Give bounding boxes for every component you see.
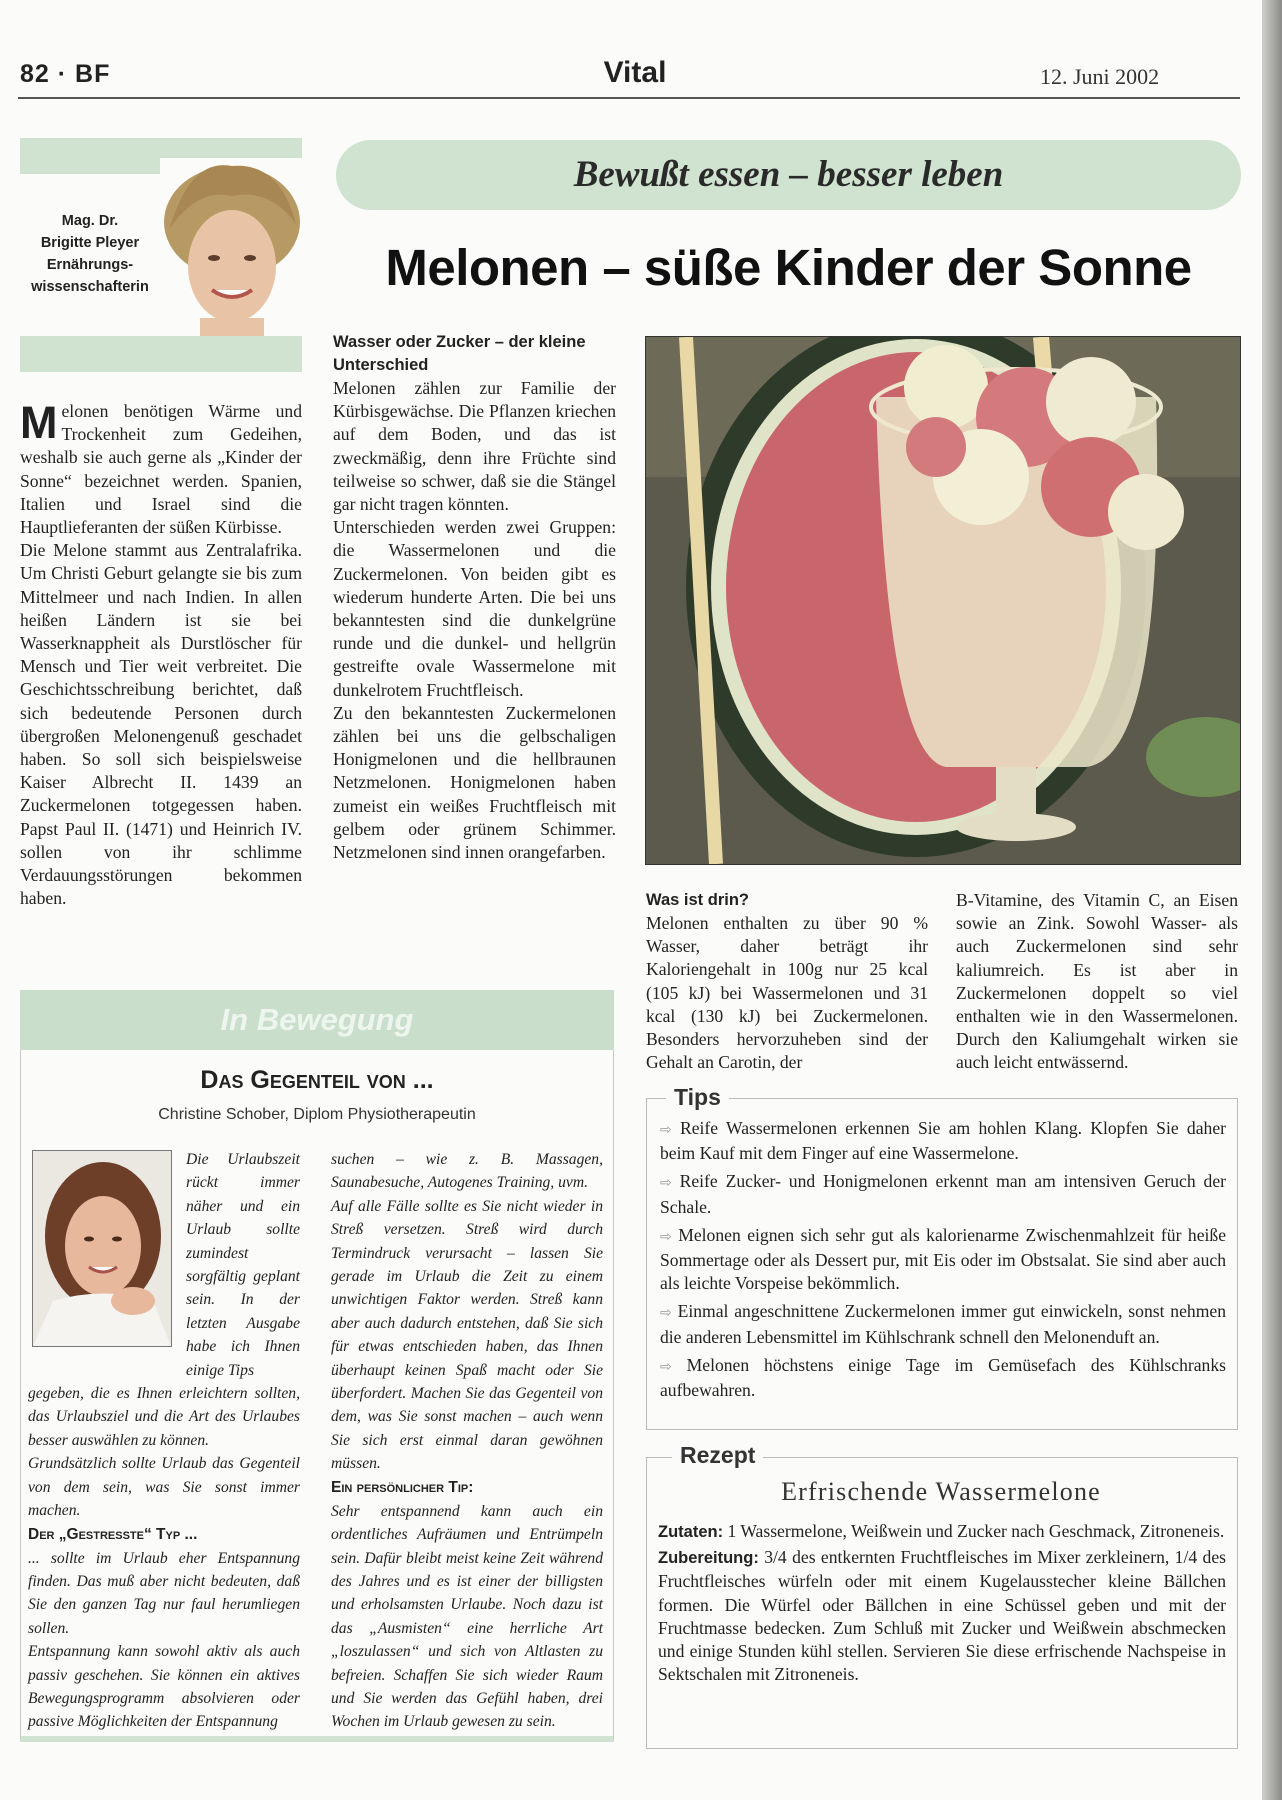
arrow-right-icon: ⇨ [660,1175,672,1192]
rezept-body [658,1520,1226,1686]
melon-dessert-illustration [646,337,1240,864]
bewegung-right-col [331,1148,603,1734]
bew-heading-tip: Ein persönlicher Tip: [331,1478,474,1496]
col2-para-1: Melonen zählen zur Familie der Kürbisgewächse. Die Pflanzen kriechen auf dem Boden, und das ist zweckmäßig, denn ihre Früchte sind teilweise so schwer, daß sie die Stängel gar nicht tragen könnten. [333,378,616,515]
zubereitung-para [658,1546,1226,1686]
col1-para-2: Die Melone stammt aus Zentralafrika. Um Christi Geburt gelangte sie bis zum Mittelmeer und nach Indien. In allen heißen Ländern ist sie bei Wasserknappheit als Durstlöscher für Mensch und Tier weit verbreitet. Die Geschichtsschreibung berichtet, daß sich bedeutende Personen durch übergroßen Melonengenuß geschadet haben. So soll sich beispielsweise Kaiser Albrecht II. 1439 an Zuckermelonen totgegessen haben. Papst Paul II. (1471) und Heinrich IV. sollen von ihr schlimme Verdauungsstörungen bekommen haben. [20,540,302,909]
tip-item: ⇨ Melonen höchstens einige Tage im Gemüsefach des Kühlschranks aufbewahren. [660,1354,1226,1401]
zutaten-para [658,1520,1226,1544]
arrow-right-icon: ⇨ [660,1305,672,1322]
author-title: Mag. Dr. [61,213,119,229]
column-2 [333,331,616,864]
col2-para-2: Unterschieden werden zwei Gruppen: die Wassermelonen und die Zuckermelonen. Von beiden gibt es wiederum hunderte Arten. Die bei uns bekanntesten sind die dunkelgrüne runde und die dunkel- und hellgrün gestreifte ovale Wassermelone mit dunkelrotem Fruchtfleisch. [333,517,616,700]
drin-text-a: Melonen enthalten zu über 90 % Wasser, daher beträgt ihr Kaloriengehalt in 100g nur 25 kcal (105 kJ) bei Wassermelonen und 31 kcal (130 kJ) bei Zuckermelonen. Besonders hervorzuheben sind der Gehalt an Carotin, der [646,913,928,1073]
tip-item: ⇨ Melonen eignen sich sehr gut als kalorienarme Zwischenmahlzeit für heiße Sommertage oder als Dessert pur, mit Eis oder im Obstsalat. Sie sind aber auch als leichte Vorspeise bekömmlich. [660,1224,1227,1294]
zubereitung-label: Zubereitung: [658,1549,759,1568]
tip-item: ⇨ Einmal angeschnittene Zuckermelonen immer gut einwickeln, sonst nehmen die anderen Lebensmittel im Kühlschrank schnell den Melonenduft an. [660,1301,1227,1347]
drin-col-b [956,889,1238,1075]
bew-heading-gestresst: Der „Gestresste“ Typ ... [28,1525,198,1543]
col2-heading: Wasser oder Zucker – der kleine Unterschied [333,333,586,374]
melon-photo [645,336,1241,865]
section-banner [336,140,1241,210]
bew-p1-wide: gegeben, die es Ihnen erleichtern sollten, das Urlaubsziel und die Art des Urlaubes besser auswählen zu können. [28,1385,300,1449]
zutaten-text: 1 Wassermelone, Weißwein und Zucker nach Geschmack, Zitroneneis. [727,1521,1225,1541]
tip-item: ⇨ Reife Wassermelonen erkennen Sie am hohlen Klang. Klopfen Sie daher beim Kauf mit dem Finger auf eine Wassermelone. [660,1118,1226,1164]
column-1 [20,397,302,910]
author-name: Brigitte Pleyer [40,235,140,251]
drin-heading: Was ist drin? [646,891,749,909]
bew-p1-narrow: Die Urlaubszeit rückt immer näher und ein Urlaub sollte zumindest sorgfältig geplant sein. In der letzten Ausgabe habe ich Ihnen einige Tips [186,1151,300,1379]
arrow-right-icon: ⇨ [660,1228,672,1245]
drin-text-b: B-Vitamine, des Vitamin C, an Eisen sowie an Zink. Sowohl Wasser- als auch Zuckermelonen sind sehr kaliumreich. Es ist aber in Zuckermelonen doppelt so viel enthalten wie in den Wassermelonen. Durch den Kaliumgehalt wirken sie auch leicht entwässernd. [956,890,1238,1073]
author-info [20,210,160,298]
bewegung-byline: Christine Schober, Diplom Physiotherapeutin [158,1106,476,1123]
header-rule [18,97,1240,99]
drop-cap: M [20,397,58,448]
rezept-title: Erfrischende Wassermelone [781,1477,1101,1506]
page-edge [1262,0,1282,1800]
col1-para-1 [20,397,302,539]
bewegung-banner-text: In Bewegung [220,1002,414,1037]
rezept-heading: Rezept [672,1442,763,1469]
issue-date: 12. Juni 2002 [1040,64,1160,89]
arrow-right-icon: ⇨ [660,1358,672,1375]
zutaten-label: Zutaten: [658,1523,724,1541]
zubereitung-text: 3/4 des entkernten Fruchtfleisches im Mixer zerkleinern, 1/4 des Fruchtfleisches würfeln oder mit einem Kugelausstecher kleine Bällchen formen. Die Würfel oder Bällchen in eine Schüssel geben und mit der Fruchtmasse bedecken. Zum Schluß mit Zucker und Weißwein abschmecken und einige Stunden kühl stellen. Servieren Sie diese erfrischende Nachspeise in Sektschalen mit Zitroneneis. [658,1547,1226,1685]
bewegung-banner [20,990,614,1050]
author-photo [160,158,302,336]
bew-q2: Auf alle Fälle sollte es Sie nicht wieder in Streß versetzen. Streß wird durch Termindruck verursacht – lassen Sie gerade im Urlaub die Zeit zu einem unwichtigen Faktor werden. Streß kann aber auch dadurch entstehen, daß Sie sich für etwas entschieden haben, das Ihnen überhaupt keinen Spaß macht oder Sie überfordert. Machen Sie das Gegenteil von dem, was Sie sonst machen – auch wenn Sie sich erst einmal daran gewöhnen müssen. [331,1197,603,1473]
bew-p2: Grundsätzlich sollte Urlaub das Gegenteil von dem sein, was Sie sonst immer machen. [28,1455,300,1520]
bewegung-left-col [28,1148,300,1734]
author-role-1: Ernährungs- [46,257,134,273]
drin-col-a [646,889,928,1074]
tip-item: ⇨ Reife Zucker- und Honigmelonen erkennt man am intensiven Geruch der Schale. [660,1171,1226,1217]
bew-q3: Sehr entspannend kann auch ein ordentliches Aufräumen und Entrümpeln sein. Dafür bleibt meist keine Zeit während des Jahres und es ist einer der billigsten und erholsamsten Urlaube. Noch dazu ist das „Ausmisten“ eine herrliche Art „loszulassen“ und sich von Altlasten zu befreien. Schaffen Sie sich wieder Raum und Sie werden das Gefühl haben, drei Wochen im Urlaub gewesen zu sein. [331,1502,603,1731]
author-role-2: wissenschafterin [31,279,149,295]
arrow-right-icon: ⇨ [660,1122,672,1138]
section-title: Vital [603,56,667,89]
bew-q1: suchen – wie z. B. Massagen, Saunabesuche, Autogenes Training, uvm. [331,1151,603,1192]
author-band-bottom [20,336,302,372]
tips-heading: Tips [666,1084,729,1111]
portrait-illustration [160,158,302,336]
headline: Melonen – süße Kinder der Sonne [385,239,1192,296]
bew-p3: ... sollte im Urlaub eher Entspannung finden. Das muß aber nicht bedeuten, daß Sie den ganzen Tag nur faul herumliegen sollen. [28,1549,300,1637]
col1-p1-text: elonen benötigen Wärme und Trockenheit zum Gedeihen, weshalb sie auch gerne als „Kinder der Sonne“ bezeichnet werden. Spanien, Italien und Israel sind die Hauptlieferanten der süßen Kürbisse. [20,401,302,538]
bew-p4: Entspannung kann sowohl aktiv als auch passiv geschehen. Sie können ein aktives Bewegungsprogramm absolvieren oder passive Möglichkeiten der Entspannung [28,1643,300,1731]
page-label: 82 · BF [20,60,111,88]
banner-text: Bewußt essen – besser leben [573,154,1004,195]
bewegung-title: Das Gegenteil von ... [200,1066,434,1094]
col2-para-3: Zu den bekanntesten Zuckermelonen zählen bei uns die gelbschaligen Honigmelonen und die hellbraunen Netzmelonen. Honigmelonen haben zumeist ein weißes Fruchtfleisch mit gelbem oder grünem Schimmer. Netzmelonen sind innen orangefarben. [333,702,616,863]
tips-list [660,1117,1226,1402]
